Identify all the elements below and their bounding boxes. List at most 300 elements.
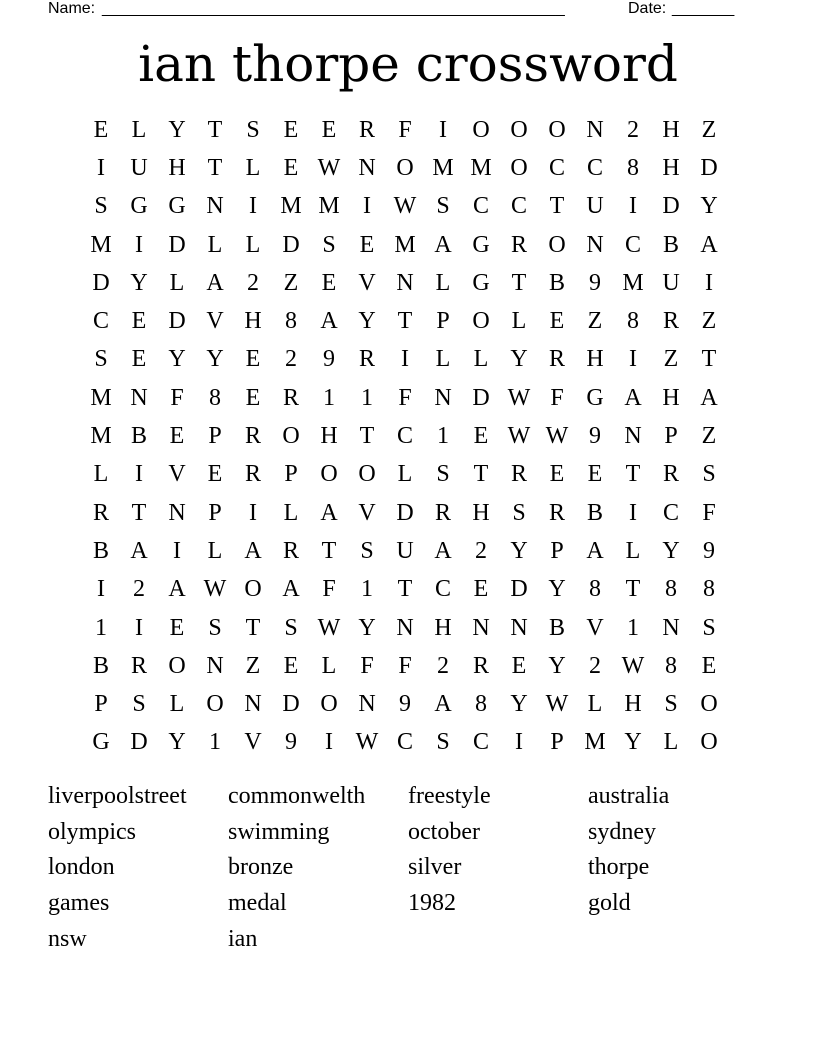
grid-letter-cell: M <box>90 231 112 258</box>
grid-letter-cell: 8 <box>627 308 639 335</box>
grid-letter-cell: S <box>702 461 716 488</box>
grid-letter-cell: 2 <box>133 576 145 603</box>
date-label: Date: <box>628 0 667 17</box>
grid-letter-cell: G <box>472 269 490 296</box>
grid-letter-cell: O <box>320 691 338 718</box>
grid-letter-cell: C <box>510 193 527 220</box>
grid-letter-cell: E <box>701 652 717 679</box>
grid-letter-cell: 1 <box>361 384 373 411</box>
grid-letter-cell: Y <box>548 652 566 679</box>
word-bank-item: bronze <box>228 854 294 881</box>
grid-letter-cell: L <box>245 231 261 258</box>
grid-letter-cell: Y <box>700 193 718 220</box>
grid-letter-cell: S <box>284 614 298 641</box>
word-bank-item: games <box>48 890 110 917</box>
grid-letter-cell: N <box>168 499 186 526</box>
grid-letter-cell: I <box>363 193 371 220</box>
grid-letter-cell: Y <box>168 729 186 756</box>
grid-letter-cell: V <box>244 729 262 756</box>
grid-letter-cell: 1 <box>323 384 335 411</box>
grid-letter-cell: Y <box>168 116 186 143</box>
grid-letter-cell: Y <box>510 537 528 564</box>
grid-letter-cell: P <box>208 499 222 526</box>
grid-letter-cell: I <box>705 269 713 296</box>
grid-letter-cell: V <box>168 461 186 488</box>
grid-letter-cell: C <box>472 729 489 756</box>
grid-letter-cell: N <box>130 384 148 411</box>
grid-letter-cell: F <box>398 116 412 143</box>
grid-letter-cell: 1 <box>627 614 639 641</box>
grid-letter-cell: 9 <box>323 346 335 373</box>
grid-letter-cell: H <box>586 346 604 373</box>
grid-letter-cell: U <box>130 154 148 181</box>
grid-letter-cell: I <box>173 537 181 564</box>
grid-letter-cell: O <box>472 308 490 335</box>
grid-letter-cell: T <box>321 537 337 564</box>
grid-letter-cell: I <box>439 116 447 143</box>
grid-letter-cell: G <box>168 193 186 220</box>
grid-letter-cell: O <box>358 461 376 488</box>
grid-letter-cell: E <box>283 652 299 679</box>
grid-letter-cell: E <box>587 461 603 488</box>
grid-letter-cell: 2 <box>475 537 487 564</box>
grid-letter-cell: L <box>169 691 185 718</box>
grid-letter-cell: U <box>662 269 680 296</box>
grid-letter-cell: I <box>401 346 409 373</box>
grid-letter-cell: R <box>244 423 261 450</box>
grid-letter-cell: I <box>629 499 637 526</box>
grid-letter-cell: W <box>545 691 569 718</box>
grid-letter-cell: E <box>511 652 527 679</box>
grid-letter-cell: H <box>320 423 338 450</box>
word-bank-item: swimming <box>228 818 330 845</box>
grid-letter-cell: Z <box>701 308 717 335</box>
grid-letter-cell: Y <box>206 346 224 373</box>
grid-letter-cell: I <box>135 614 143 641</box>
grid-letter-cell: O <box>472 116 490 143</box>
grid-letter-cell: E <box>245 384 261 411</box>
grid-letter-cell: I <box>249 499 257 526</box>
grid-letter-cell: A <box>624 384 642 411</box>
grid-letter-cell: W <box>317 614 341 641</box>
grid-letter-cell: M <box>280 193 302 220</box>
grid-letter-cell: A <box>206 269 224 296</box>
grid-letter-cell: G <box>586 384 604 411</box>
grid-letter-cell: G <box>130 193 148 220</box>
grid-letter-cell: O <box>206 691 224 718</box>
name-blank-line: ____________________________________________________ <box>102 0 565 17</box>
grid-letter-cell: Y <box>662 537 680 564</box>
grid-letter-cell: L <box>625 537 641 564</box>
word-bank-item: olympics <box>48 818 136 845</box>
word-bank-item: commonwelth <box>228 783 366 809</box>
grid-letter-cell: Z <box>283 269 299 296</box>
grid-letter-cell: L <box>587 691 603 718</box>
grid-letter-cell: P <box>436 308 450 335</box>
page-title: ian thorpe crossword <box>138 35 678 93</box>
grid-letter-cell: P <box>550 537 564 564</box>
grid-letter-cell: A <box>434 231 452 258</box>
grid-letter-cell: N <box>396 614 414 641</box>
grid-letter-cell: B <box>92 537 109 564</box>
grid-letter-cell: O <box>320 461 338 488</box>
grid-letter-cell: F <box>360 652 374 679</box>
grid-letter-cell: E <box>169 614 185 641</box>
grid-letter-cell: P <box>664 423 678 450</box>
grid-letter-cell: L <box>397 461 413 488</box>
name-label: Name: <box>48 0 96 17</box>
grid-letter-cell: H <box>434 614 452 641</box>
grid-letter-cell: H <box>662 116 680 143</box>
grid-letter-cell: E <box>169 423 185 450</box>
grid-letter-cell: H <box>168 154 186 181</box>
grid-letter-cell: T <box>207 116 223 143</box>
grid-letter-cell: E <box>321 269 337 296</box>
grid-letter-cell: M <box>470 154 492 181</box>
grid-letter-cell: E <box>549 308 565 335</box>
grid-letter-cell: H <box>662 154 680 181</box>
grid-letter-cell: Y <box>510 691 528 718</box>
grid-letter-cell: N <box>586 116 604 143</box>
grid-letter-cell: V <box>358 499 376 526</box>
word-bank-item: october <box>408 818 480 845</box>
grid-letter-cell: A <box>168 576 186 603</box>
grid-letter-cell: T <box>397 576 413 603</box>
grid-letter-cell: B <box>92 652 109 679</box>
grid-letter-cell: 8 <box>209 384 221 411</box>
grid-letter-cell: D <box>472 384 490 411</box>
grid-letter-cell: P <box>94 691 108 718</box>
grid-letter-cell: E <box>131 346 147 373</box>
grid-letter-cell: 1 <box>95 614 107 641</box>
grid-letter-cell: T <box>131 499 147 526</box>
grid-letter-cell: L <box>207 231 223 258</box>
grid-letter-cell: U <box>396 537 414 564</box>
word-bank-item: nsw <box>48 925 87 952</box>
word-bank-item: silver <box>408 854 462 881</box>
grid-letter-cell: Y <box>624 729 642 756</box>
grid-letter-cell: V <box>358 269 376 296</box>
grid-letter-cell: L <box>93 461 109 488</box>
grid-letter-cell: T <box>359 423 375 450</box>
grid-letter-cell: Z <box>587 308 603 335</box>
grid-letter-cell: F <box>170 384 184 411</box>
grid-letter-cell: T <box>701 346 717 373</box>
grid-letter-cell: C <box>396 423 413 450</box>
grid-letter-cell: M <box>90 423 112 450</box>
grid-letter-cell: O <box>282 423 300 450</box>
grid-letter-cell: M <box>584 729 606 756</box>
grid-letter-cell: M <box>90 384 112 411</box>
grid-letter-cell: I <box>249 193 257 220</box>
grid-letter-cell: N <box>624 423 642 450</box>
grid-letter-cell: 1 <box>209 729 221 756</box>
grid-letter-cell: L <box>321 652 337 679</box>
grid-letter-cell: E <box>473 423 489 450</box>
grid-letter-cell: N <box>472 614 490 641</box>
grid-letter-cell: N <box>510 614 528 641</box>
grid-letter-cell: B <box>548 269 565 296</box>
word-search-grid <box>82 111 730 762</box>
grid-letter-cell: E <box>321 116 337 143</box>
grid-letter-cell: A <box>700 231 718 258</box>
grid-letter-cell: C <box>662 499 679 526</box>
grid-letter-cell: T <box>625 576 641 603</box>
grid-letter-cell: L <box>169 269 185 296</box>
grid-letter-cell: C <box>92 308 109 335</box>
grid-letter-cell: O <box>168 652 186 679</box>
grid-letter-cell: V <box>586 614 604 641</box>
grid-letter-cell: C <box>548 154 565 181</box>
grid-letter-cell: S <box>436 461 450 488</box>
grid-letter-cell: N <box>206 652 224 679</box>
grid-letter-cell: U <box>586 193 604 220</box>
grid-letter-cell: E <box>245 346 261 373</box>
grid-letter-cell: 8 <box>589 576 601 603</box>
grid-letter-cell: 1 <box>361 576 373 603</box>
grid-letter-cell: H <box>244 308 262 335</box>
grid-letter-cell: O <box>548 116 566 143</box>
grid-letter-cell: N <box>662 614 680 641</box>
grid-letter-cell: I <box>135 231 143 258</box>
grid-letter-cell: W <box>317 154 341 181</box>
grid-letter-cell: R <box>282 537 299 564</box>
grid-letter-cell: B <box>130 423 147 450</box>
grid-letter-cell: I <box>135 461 143 488</box>
grid-letter-cell: L <box>663 729 679 756</box>
grid-letter-cell: L <box>435 346 451 373</box>
grid-letter-cell: O <box>548 231 566 258</box>
grid-letter-cell: 8 <box>665 576 677 603</box>
grid-letter-cell: W <box>507 384 531 411</box>
grid-letter-cell: M <box>622 269 644 296</box>
grid-letter-cell: A <box>434 537 452 564</box>
grid-letter-cell: O <box>700 691 718 718</box>
grid-letter-cell: N <box>358 154 376 181</box>
grid-letter-cell: E <box>283 116 299 143</box>
grid-letter-cell: G <box>92 729 110 756</box>
grid-letter-cell: N <box>206 193 224 220</box>
grid-letter-cell: T <box>473 461 489 488</box>
grid-letter-cell: D <box>700 154 718 181</box>
grid-letter-cell: H <box>624 691 642 718</box>
grid-letter-cell: R <box>472 652 489 679</box>
grid-letter-cell: R <box>92 499 109 526</box>
grid-letter-cell: B <box>586 499 603 526</box>
grid-letter-cell: O <box>244 576 262 603</box>
grid-letter-cell: A <box>320 308 338 335</box>
grid-letter-cell: 9 <box>703 537 715 564</box>
grid-letter-cell: P <box>208 423 222 450</box>
grid-letter-cell: M <box>432 154 454 181</box>
grid-letter-cell: L <box>207 537 223 564</box>
grid-letter-cell: N <box>358 691 376 718</box>
grid-letter-cell: D <box>662 193 680 220</box>
grid-letter-cell: N <box>244 691 262 718</box>
grid-letter-cell: R <box>510 461 527 488</box>
grid-letter-cell: S <box>436 729 450 756</box>
grid-letter-cell: L <box>473 346 489 373</box>
grid-letter-cell: R <box>130 652 147 679</box>
grid-letter-cell: Z <box>245 652 261 679</box>
word-bank-item: liverpoolstreet <box>48 783 187 809</box>
grid-letter-cell: I <box>97 154 105 181</box>
word-bank-item: freestyle <box>408 783 491 809</box>
grid-letter-cell: B <box>548 614 565 641</box>
grid-letter-cell: 2 <box>589 652 601 679</box>
grid-letter-cell: A <box>434 691 452 718</box>
grid-letter-cell: V <box>206 308 224 335</box>
grid-letter-cell: A <box>320 499 338 526</box>
grid-letter-cell: T <box>207 154 223 181</box>
word-bank-item: sydney <box>588 818 656 845</box>
grid-letter-cell: L <box>283 499 299 526</box>
grid-letter-cell: I <box>515 729 523 756</box>
grid-letter-cell: N <box>396 269 414 296</box>
grid-letter-cell: E <box>359 231 375 258</box>
word-bank-item: ian <box>228 925 258 952</box>
word-bank-item: medal <box>228 890 287 917</box>
grid-letter-cell: R <box>662 461 679 488</box>
grid-letter-cell: T <box>397 308 413 335</box>
grid-letter-cell: N <box>586 231 604 258</box>
grid-letter-cell: S <box>208 614 222 641</box>
grid-letter-cell: 8 <box>627 154 639 181</box>
grid-letter-cell: O <box>396 154 414 181</box>
grid-letter-cell: R <box>244 461 261 488</box>
grid-letter-cell: 9 <box>589 423 601 450</box>
word-bank-item: gold <box>588 890 631 917</box>
grid-letter-cell: F <box>702 499 716 526</box>
grid-letter-cell: F <box>398 384 412 411</box>
grid-letter-cell: R <box>282 384 299 411</box>
grid-letter-cell: C <box>472 193 489 220</box>
grid-letter-cell: 9 <box>399 691 411 718</box>
grid-letter-cell: R <box>510 231 527 258</box>
grid-letter-cell: R <box>662 308 679 335</box>
grid-letter-cell: S <box>94 193 108 220</box>
header-line <box>48 0 740 20</box>
grid-letter-cell: E <box>93 116 109 143</box>
grid-letter-cell: Y <box>358 614 376 641</box>
grid-letter-cell: W <box>507 423 531 450</box>
grid-letter-cell: R <box>548 346 565 373</box>
word-bank-item: london <box>48 854 115 881</box>
grid-letter-cell: C <box>624 231 641 258</box>
grid-letter-cell: C <box>586 154 603 181</box>
grid-letter-cell: 8 <box>665 652 677 679</box>
grid-letter-cell: L <box>435 269 451 296</box>
grid-letter-cell: T <box>625 461 641 488</box>
grid-letter-cell: O <box>510 154 528 181</box>
grid-letter-cell: W <box>545 423 569 450</box>
grid-letter-cell: Y <box>130 269 148 296</box>
grid-letter-cell: S <box>702 614 716 641</box>
grid-letter-cell: T <box>511 269 527 296</box>
grid-letter-cell: 8 <box>703 576 715 603</box>
grid-letter-cell: I <box>629 193 637 220</box>
word-bank-item: 1982 <box>408 890 456 917</box>
grid-letter-cell: D <box>168 308 186 335</box>
grid-letter-cell: D <box>92 269 110 296</box>
grid-letter-cell: Z <box>701 116 717 143</box>
grid-letter-cell: S <box>436 193 450 220</box>
grid-letter-cell: I <box>97 576 105 603</box>
grid-letter-cell: 9 <box>285 729 297 756</box>
grid-letter-cell: P <box>284 461 298 488</box>
grid-letter-cell: W <box>203 576 227 603</box>
grid-letter-cell: Z <box>701 423 717 450</box>
grid-letter-cell: T <box>245 614 261 641</box>
grid-letter-cell: H <box>662 384 680 411</box>
grid-letter-cell: W <box>393 193 417 220</box>
grid-letter-cell: B <box>662 231 679 258</box>
date-blank-line: _______ <box>672 0 735 17</box>
grid-letter-cell: Y <box>168 346 186 373</box>
grid-letter-cell: A <box>586 537 604 564</box>
grid-letter-cell: E <box>473 576 489 603</box>
grid-letter-cell: Y <box>548 576 566 603</box>
grid-letter-cell: Y <box>510 346 528 373</box>
grid-letter-cell: E <box>283 154 299 181</box>
grid-letter-cell: D <box>168 231 186 258</box>
grid-letter-cell: E <box>131 308 147 335</box>
grid-letter-cell: D <box>130 729 148 756</box>
word-bank <box>48 778 768 956</box>
grid-letter-cell: S <box>360 537 374 564</box>
grid-letter-cell: W <box>621 652 645 679</box>
grid-letter-cell: F <box>398 652 412 679</box>
grid-letter-cell: F <box>322 576 336 603</box>
grid-letter-cell: S <box>664 691 678 718</box>
grid-letter-cell: 2 <box>437 652 449 679</box>
grid-letter-cell: S <box>512 499 526 526</box>
grid-letter-cell: P <box>550 729 564 756</box>
grid-letter-cell: M <box>318 193 340 220</box>
grid-letter-cell: R <box>434 499 451 526</box>
grid-letter-cell: R <box>548 499 565 526</box>
grid-letter-cell: C <box>434 576 451 603</box>
grid-letter-cell: Y <box>358 308 376 335</box>
grid-letter-cell: A <box>700 384 718 411</box>
grid-letter-cell: A <box>244 537 262 564</box>
grid-letter-cell: D <box>282 691 300 718</box>
grid-letter-cell: 2 <box>285 346 297 373</box>
grid-letter-cell: Z <box>663 346 679 373</box>
grid-letter-cell: W <box>355 729 379 756</box>
grid-letter-cell: 8 <box>475 691 487 718</box>
grid-letter-cell: D <box>510 576 528 603</box>
grid-letter-cell: C <box>396 729 413 756</box>
grid-letter-cell: 9 <box>589 269 601 296</box>
grid-letter-cell: D <box>396 499 414 526</box>
grid-letter-cell: 2 <box>247 269 259 296</box>
grid-letter-cell: A <box>282 576 300 603</box>
grid-letter-cell: I <box>629 346 637 373</box>
grid-letter-cell: G <box>472 231 490 258</box>
grid-letter-cell: 8 <box>285 308 297 335</box>
grid-letter-cell: E <box>549 461 565 488</box>
grid-letter-cell: S <box>322 231 336 258</box>
grid-letter-cell: S <box>246 116 260 143</box>
grid-letter-cell: O <box>510 116 528 143</box>
grid-letter-cell: O <box>700 729 718 756</box>
grid-letter-cell: 1 <box>437 423 449 450</box>
grid-letter-cell: E <box>207 461 223 488</box>
grid-letter-cell: S <box>132 691 146 718</box>
grid-letter-cell: L <box>131 116 147 143</box>
grid-letter-cell: R <box>358 346 375 373</box>
